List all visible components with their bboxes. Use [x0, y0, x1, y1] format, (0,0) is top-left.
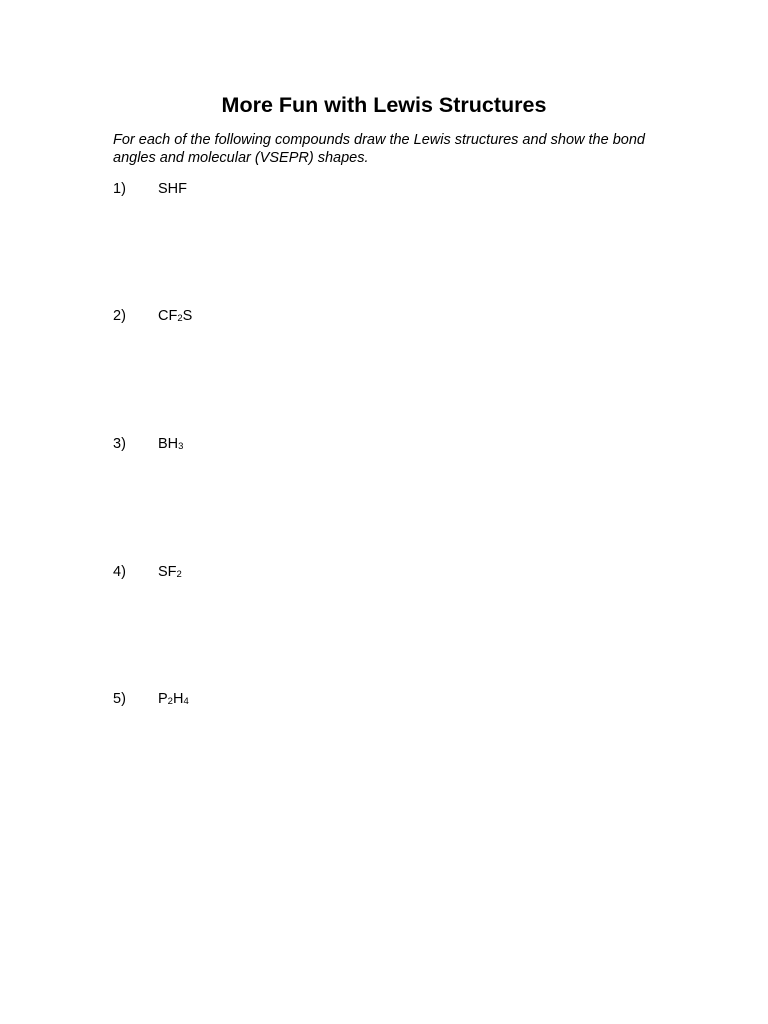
formula-subscript: 2 — [176, 569, 182, 580]
chemical-formula — [158, 308, 192, 324]
chemical-formula — [158, 564, 182, 580]
question-number: 4) — [113, 564, 126, 580]
question-4 — [113, 562, 182, 582]
formula-part: SF — [158, 564, 177, 580]
instructions-text: For each of the following compounds draw the Lewis structures and show the bond angles and molecular (VSEPR) shapes. — [113, 132, 645, 166]
question-number: 2) — [113, 308, 126, 324]
formula-subscript: 2 — [177, 313, 183, 324]
formula-subscript: 4 — [183, 696, 189, 707]
question-5 — [113, 689, 189, 709]
formula-subscript: 2 — [167, 696, 173, 707]
formula-part: S — [182, 308, 193, 324]
formula-part: SHF — [158, 181, 187, 197]
question-number: 1) — [113, 181, 126, 197]
question-number: 3) — [113, 436, 126, 452]
question-number: 5) — [113, 691, 126, 707]
chemical-formula — [158, 691, 189, 707]
formula-part: BH — [158, 436, 179, 452]
question-2 — [113, 306, 192, 326]
formula-subscript: 3 — [178, 441, 184, 452]
chemical-formula — [158, 436, 183, 452]
chemical-formula — [158, 181, 187, 197]
formula-part: CF — [158, 308, 178, 324]
page-title: More Fun with Lewis Structures — [221, 93, 547, 117]
question-1 — [113, 179, 187, 199]
formula-part: P — [158, 691, 168, 707]
question-3 — [113, 434, 183, 454]
formula-part: H — [172, 691, 184, 707]
